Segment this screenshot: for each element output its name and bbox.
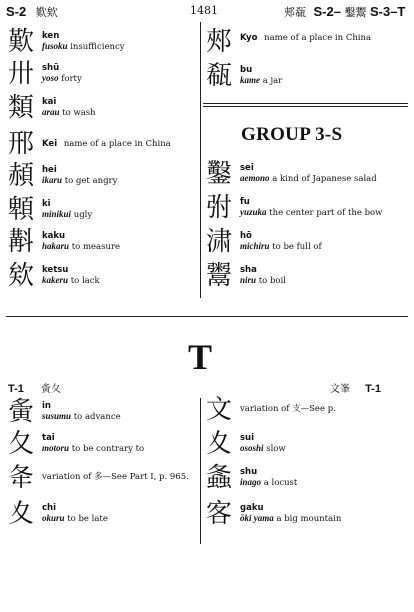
japanese: arau [42,107,60,117]
gloss: to be contrary to [71,444,145,454]
header-right-chars2: 鑿鬻 [344,6,367,19]
entry-kyo [206,28,371,56]
entry-shu2 [206,464,297,492]
kanji: 螽 [206,463,233,493]
kanji: 卅 [8,59,35,89]
kanji: 客 [206,499,233,529]
entry-gaku [206,500,341,528]
entry-chi [8,500,108,528]
entry-fu [206,194,408,222]
gloss: insufficiency [70,42,125,52]
reading: sui [240,433,255,443]
reading: hō [240,231,252,241]
entry-tai [8,430,144,458]
entry-kai [8,94,96,122]
japanese: susumu [42,411,72,421]
reading: shū [42,63,60,73]
reading: gaku [240,503,264,513]
header-right-code: S-2– [313,4,341,19]
reading: chi [42,503,57,513]
kanji: 斠 [8,227,35,257]
group-title: GROUP 3-S [241,124,343,145]
double-rule-bottom [203,106,408,107]
entry-ken [8,28,125,56]
header-right-code2: S-3–T [369,4,406,19]
reading: fu [240,197,250,207]
japanese: minikui [42,209,72,219]
header-left-chars: 歎欸 [35,6,58,19]
gloss: to measure [71,242,121,252]
kanji: 夤 [8,397,35,427]
gloss: to wash [62,108,96,118]
reading: kaku [42,231,66,241]
kanji: 歎 [8,27,35,57]
reading: bu [240,65,253,75]
japanese: niru [240,275,257,285]
japanese: fusoku [42,41,68,51]
gloss: the center part of the bow [269,208,383,218]
entry-shu [8,60,82,88]
gloss: variation of 多—See Part I, p. 965. [42,472,189,482]
kanji: 夂 [8,429,35,459]
reading: ken [42,31,60,41]
header-left-code: S-2 [6,4,27,19]
entry-ho [206,228,322,256]
gloss: a locust [263,478,298,488]
entry-sui [206,430,286,458]
section-rule [6,316,408,317]
gloss: to advance [73,412,121,422]
t-left-chars: 夤夂 [40,384,61,395]
gloss: ugly [73,210,93,220]
reading: shu [240,467,258,477]
entry-sha [206,262,286,290]
gloss: name of a place in China [63,139,171,149]
entry-variation-bun [206,396,336,424]
entry-kaku [8,228,120,256]
entry-bu [206,62,282,90]
kanji: 夅 [8,463,35,493]
gloss: a big mountain [276,514,342,524]
gloss: to boil [258,276,286,286]
header-right-chars: 郟瓻 [284,6,306,19]
reading: Kei [42,139,58,149]
t-left-code: T-1 [8,383,24,395]
gloss: to get angry [64,176,118,186]
kanji: 㴋 [206,227,233,257]
kanji: 夊 [8,499,35,529]
kanji: 類 [8,93,35,123]
reading: sha [240,265,257,275]
japanese: motoru [42,443,70,453]
japanese: yoso [42,73,59,83]
kanji: 瓻 [206,61,233,91]
gloss: to be late [67,514,108,524]
kanji: 頳 [8,161,35,191]
japanese: yuzuka [240,207,267,217]
japanese: kame [240,75,260,85]
gloss: a jar [262,76,283,86]
japanese: kakeru [42,275,69,285]
japanese: ososhi [240,443,264,453]
japanese: okuru [42,513,65,523]
kanji: 䫌 [8,195,35,225]
japanese: inago [240,477,262,487]
japanese: aemono [240,173,270,183]
kanji: 鬻 [206,261,233,291]
reading: hei [42,165,57,175]
reading: sei [240,163,254,173]
column-divider-top [200,22,201,298]
entry-ketsu [8,262,100,290]
japanese: ōki yama [240,513,274,523]
gloss: variation of 支—See p. [240,404,336,414]
gloss: forty [61,74,82,84]
kanji: 文 [206,395,233,425]
page-number: 1481 [190,4,218,17]
t-left-label [8,380,61,395]
t-right-label [330,380,381,395]
gloss: name of a place in China [264,33,372,43]
gloss: slow [266,444,286,454]
japanese: michiru [240,241,270,251]
section-letter: T [188,337,213,377]
entry-in [8,398,121,426]
gloss: a kind of Japanese salad [272,174,377,184]
kanji: 弣 [206,193,233,223]
entry-sei [206,160,408,188]
entry-ki [8,196,92,224]
double-rule-top [203,103,408,104]
t-right-chars: 文峯 [330,384,350,395]
reading: kai [42,97,57,107]
reading: Kyo [240,33,258,43]
gloss: to be full of [272,242,322,252]
t-right-code: T-1 [365,383,381,395]
header-left [6,4,58,20]
japanese: hakaru [42,241,70,251]
reading: tai [42,433,55,443]
kanji: 欸 [8,261,35,291]
entry-variation-ta [8,464,189,492]
header-right [284,4,405,20]
entry-hei [8,162,117,190]
reading: ketsu [42,265,69,275]
kanji: 鑿 [206,159,233,189]
gloss: to lack [70,276,100,286]
kanji: 夊 [206,429,233,459]
reading: in [42,401,51,411]
column-divider-bottom [200,398,201,544]
reading: ki [42,199,51,209]
japanese: ikaru [42,175,63,185]
entry-kei [8,130,171,158]
kanji: 邢 [8,129,35,159]
kanji: 郟 [206,27,233,57]
